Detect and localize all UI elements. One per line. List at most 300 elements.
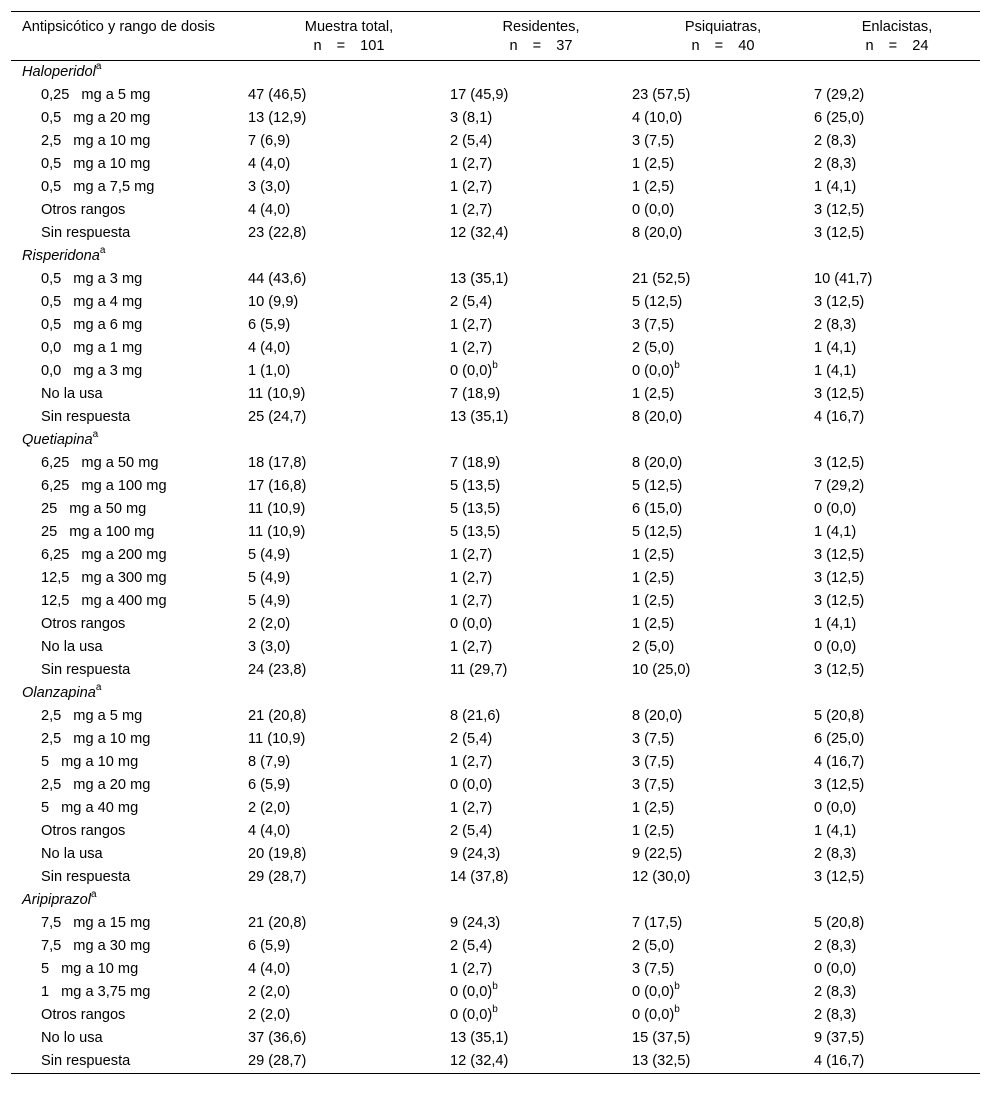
dose-low: 0,0 [41,340,62,356]
dose-range [41,294,142,310]
table-cell [814,843,980,866]
table-cell [814,1027,980,1050]
dose-range [41,501,146,517]
cell-value: 10 (25,0) [632,662,691,678]
table-cell [632,222,814,245]
row-label [11,521,248,544]
cell-value: 5 (13,5) [450,478,501,494]
table-row [11,866,980,889]
cell-value: 10 (41,7) [814,271,873,287]
header-psychiatrists [632,12,814,61]
cell-value: 1 (2,5) [632,800,675,816]
cell-value: 12 (30,0) [632,869,691,885]
cell-value: 3 (3,0) [248,179,291,195]
table-cell [450,636,632,659]
table-cell [632,613,814,636]
table-cell [632,383,814,406]
cell-value: 6 (5,9) [248,317,291,333]
group-row [11,61,980,85]
cell-value: 3 (7,5) [632,754,675,770]
table-row [11,130,980,153]
cell-value: 18 (17,8) [248,455,307,471]
table-cell [450,912,632,935]
header-n: 24 [912,38,929,54]
cell-value: 1 (2,5) [632,616,675,632]
row-label [11,774,248,797]
cell-value: 11 (10,9) [248,386,306,402]
table-cell [814,498,980,521]
table-cell [248,1027,450,1050]
group-footnote: a [92,429,99,441]
table-row [11,107,980,130]
dose-range [41,133,150,149]
row-label [11,544,248,567]
group-footnote: a [95,682,102,694]
row-label [11,406,248,429]
row-label-text: Otros rangos [41,202,126,218]
dose-high: mg a 100 mg [69,524,155,540]
table-cell [248,199,450,222]
row-label [11,107,248,130]
table-row [11,521,980,544]
table-row [11,912,980,935]
cell-value: 37 (36,6) [248,1030,307,1046]
row-label-text: Otros rangos [41,823,126,839]
cell-value: 1 (2,5) [632,179,675,195]
dose-high: mg a 200 mg [81,547,167,563]
dose-high: mg a 100 mg [81,478,167,494]
row-label-text: Sin respuesta [41,409,131,425]
table-cell [632,314,814,337]
dose-high: mg a 10 mg [73,731,151,747]
table-cell [450,521,632,544]
header-eq: = [888,38,898,54]
table-cell [814,613,980,636]
row-label [11,199,248,222]
dose-low: 6,25 [41,547,70,563]
cell-value: 23 (22,8) [248,225,307,241]
table-cell [814,222,980,245]
table-row [11,935,980,958]
table-row [11,544,980,567]
table-row [11,705,980,728]
table-cell [450,176,632,199]
cell-value: 3 (12,5) [814,869,865,885]
table-cell [248,636,450,659]
table-cell [632,1027,814,1050]
table-cell [632,981,814,1004]
cell-value: 3 (7,5) [632,133,675,149]
dose-range [41,317,142,333]
table-cell [450,728,632,751]
table-cell [632,820,814,843]
cell-value: 1 (2,7) [450,547,493,563]
table-cell [450,452,632,475]
cell-value: 0 (0,0) [814,961,857,977]
cell-value: 3 (12,5) [814,593,865,609]
table-cell [632,406,814,429]
cell-footnote: b [674,1004,680,1016]
dose-range [41,731,150,747]
row-label [11,590,248,613]
table-cell [632,84,814,107]
table-cell [450,383,632,406]
row-label [11,843,248,866]
table-cell [450,475,632,498]
cell-value: 5 (12,5) [632,478,683,494]
table-cell [632,475,814,498]
dose-range [41,754,138,770]
cell-value: 3 (12,5) [814,225,865,241]
dose-high: mg a 10 mg [61,961,139,977]
row-label-text: No la usa [41,639,103,655]
table-cell [814,291,980,314]
dose-low: 25 [41,501,58,517]
cell-value: 3 (12,5) [814,455,865,471]
row-label [11,866,248,889]
cell-value: 2 (5,0) [632,938,675,954]
table-cell [814,314,980,337]
table-cell [248,360,450,383]
cell-value: 17 (16,8) [248,478,307,494]
dose-high: mg a 30 mg [73,938,151,954]
cell-value: 47 (46,5) [248,87,307,103]
dose-low: 0,5 [41,271,62,287]
group-row [11,429,980,452]
table-cell [450,659,632,682]
row-label [11,475,248,498]
row-label [11,728,248,751]
table-cell [632,291,814,314]
table-cell [248,797,450,820]
cell-value: 12 (32,4) [450,1053,509,1069]
table-cell [814,567,980,590]
cell-value: 2 (8,3) [814,133,857,149]
cell-value: 1 (4,1) [814,340,857,356]
cell-value: 1 (2,7) [450,570,493,586]
table-cell [632,360,814,383]
row-label [11,705,248,728]
header-antipsychotic: Antipsicótico y rango de dosis [22,19,216,35]
row-label [11,452,248,475]
dose-range [41,363,142,379]
table-cell [248,107,450,130]
table-cell [248,958,450,981]
row-label [11,935,248,958]
cell-value: 29 (28,7) [248,869,307,885]
table-cell [248,866,450,889]
table-cell [814,1004,980,1027]
table-header [11,12,980,61]
header-n-label: n [691,38,700,54]
row-label [11,383,248,406]
cell-value: 3 (7,5) [632,317,675,333]
cell-value: 5 (20,8) [814,915,865,931]
row-label [11,636,248,659]
table-cell [632,498,814,521]
table-row [11,222,980,245]
table-cell [248,498,450,521]
cell-value: 4 (4,0) [248,202,291,218]
cell-footnote: b [674,981,680,993]
cell-value: 6 (5,9) [248,777,291,793]
table-cell [450,314,632,337]
table-cell [248,452,450,475]
cell-value: 0 (0,0) [450,363,493,379]
table-cell [632,452,814,475]
cell-value: 2 (8,3) [814,938,857,954]
cell-value: 5 (13,5) [450,524,501,540]
row-label [11,797,248,820]
table-cell [814,590,980,613]
cell-value: 9 (37,5) [814,1030,865,1046]
table-cell [450,107,632,130]
header-n-label: n [313,38,322,54]
cell-value: 13 (35,1) [450,1030,509,1046]
table-row [11,498,980,521]
table-row [11,176,980,199]
table-cell [814,406,980,429]
table-row [11,199,980,222]
cell-value: 2 (5,4) [450,938,493,954]
cell-value: 5 (13,5) [450,501,501,517]
cell-value: 4 (4,0) [248,156,291,172]
cell-value: 0 (0,0) [632,202,675,218]
header-eq: = [532,38,542,54]
table-cell [632,153,814,176]
table-row [11,84,980,107]
table-cell [450,1050,632,1074]
cell-value: 6 (25,0) [814,731,865,747]
table-cell [248,130,450,153]
cell-footnote: b [492,360,498,372]
table-cell [814,981,980,1004]
cell-value: 9 (24,3) [450,915,501,931]
cell-value: 0 (0,0) [450,984,493,1000]
cell-value: 4 (4,0) [248,823,291,839]
row-label [11,958,248,981]
table-cell [248,406,450,429]
table-cell [450,751,632,774]
cell-value: 2 (8,3) [814,1007,857,1023]
dose-range [41,524,154,540]
dose-low: 5 [41,800,50,816]
table-cell [450,199,632,222]
table-cell [814,337,980,360]
table-cell [632,544,814,567]
table-cell [450,820,632,843]
group-name: Aripiprazol [22,892,91,908]
table-cell [450,291,632,314]
header-n-label: n [509,38,518,54]
cell-value: 1 (2,5) [632,386,675,402]
table-cell [450,84,632,107]
table-cell [632,176,814,199]
table-cell [632,268,814,291]
cell-value: 9 (24,3) [450,846,501,862]
cell-value: 1 (2,7) [450,800,493,816]
cell-value: 6 (25,0) [814,110,865,126]
cell-value: 2 (2,0) [248,1007,291,1023]
row-label-text: No la usa [41,386,103,402]
dose-low: 0,5 [41,317,62,333]
cell-value: 1 (2,5) [632,547,675,563]
table-row [11,291,980,314]
cell-value: 4 (4,0) [248,340,291,356]
dose-low: 6,25 [41,455,70,471]
row-label [11,659,248,682]
group-footnote: a [95,61,102,73]
dose-low: 7,5 [41,915,62,931]
dose-range [41,156,150,172]
cell-value: 8 (20,0) [632,708,683,724]
cell-value: 6 (15,0) [632,501,683,517]
dose-low: 2,5 [41,133,62,149]
cell-value: 4 (10,0) [632,110,683,126]
dose-range [41,340,142,356]
table-row [11,475,980,498]
table-cell [248,268,450,291]
table-row [11,636,980,659]
cell-value: 14 (37,8) [450,869,509,885]
header-n-label: n [865,38,874,54]
dose-high: mg a 20 mg [73,777,151,793]
dose-high: mg a 15 mg [73,915,151,931]
cell-value: 2 (5,4) [450,133,493,149]
dose-low: 2,5 [41,708,62,724]
cell-value: 6 (5,9) [248,938,291,954]
table-cell [450,866,632,889]
table-row [11,1004,980,1027]
group-title [11,245,980,268]
dose-high: mg a 50 mg [81,455,159,471]
cell-value: 1 (2,5) [632,570,675,586]
table-cell [450,705,632,728]
table-cell [248,728,450,751]
row-label [11,1004,248,1027]
dose-range [41,984,150,1000]
cell-value: 3 (7,5) [632,961,675,977]
row-label [11,314,248,337]
table-cell [632,1004,814,1027]
table-cell [632,866,814,889]
table-row [11,360,980,383]
table-cell [450,797,632,820]
cell-value: 13 (35,1) [450,271,509,287]
table-row [11,751,980,774]
table-cell [248,820,450,843]
cell-value: 2 (5,4) [450,731,493,747]
table-cell [632,1050,814,1074]
table-cell [248,84,450,107]
dose-high: mg a 3 mg [73,271,143,287]
cell-value: 1 (1,0) [248,363,291,379]
table-cell [814,84,980,107]
row-label [11,613,248,636]
cell-value: 1 (4,1) [814,179,857,195]
group-name: Quetiapina [22,432,93,448]
cell-value: 3 (8,1) [450,110,493,126]
dose-range [41,179,154,195]
dose-low: 2,5 [41,731,62,747]
cell-value: 3 (12,5) [814,202,865,218]
dose-low: 5 [41,961,50,977]
cell-value: 8 (7,9) [248,754,291,770]
row-label-text: Sin respuesta [41,869,131,885]
dose-range [41,961,138,977]
table-cell [450,153,632,176]
table-cell [814,935,980,958]
cell-value: 3 (12,5) [814,547,865,563]
table-cell [248,222,450,245]
row-label-text: Sin respuesta [41,662,131,678]
table-cell [450,843,632,866]
table-cell [450,360,632,383]
dose-range [41,938,150,954]
row-label [11,912,248,935]
cell-value: 1 (2,7) [450,317,493,333]
table-cell [248,475,450,498]
group-title [11,682,980,705]
dose-low: 0,5 [41,110,62,126]
row-label [11,1050,248,1074]
cell-value: 1 (2,7) [450,179,493,195]
group-row [11,682,980,705]
cell-value: 1 (2,7) [450,754,493,770]
cell-value: 5 (4,9) [248,547,291,563]
cell-value: 1 (4,1) [814,363,857,379]
table-cell [632,107,814,130]
table-cell [248,981,450,1004]
group-name: Haloperidol [22,64,96,80]
table-cell [814,521,980,544]
table-cell [632,521,814,544]
table-row [11,383,980,406]
table-cell [450,498,632,521]
table-cell [814,383,980,406]
row-label [11,84,248,107]
dose-low: 12,5 [41,593,70,609]
cell-value: 44 (43,6) [248,271,307,287]
dose-high: mg a 50 mg [69,501,147,517]
row-label [11,1027,248,1050]
cell-value: 2 (8,3) [814,317,857,333]
dose-range [41,455,158,471]
table-row [11,314,980,337]
table-cell [632,659,814,682]
dose-high: mg a 20 mg [73,110,151,126]
table-cell [450,130,632,153]
table-cell [248,337,450,360]
dose-range [41,708,142,724]
header-label: Residentes, [502,19,580,35]
cell-value: 3 (7,5) [632,731,675,747]
table-cell [450,268,632,291]
cell-value: 23 (57,5) [632,87,691,103]
dose-high: mg a 6 mg [73,317,143,333]
dose-range [41,915,150,931]
table-cell [450,958,632,981]
dose-table [11,11,980,1074]
table-cell [632,590,814,613]
cell-value: 5 (4,9) [248,593,291,609]
table-row [11,590,980,613]
table-cell [450,406,632,429]
table-row [11,337,980,360]
dose-low: 25 [41,524,58,540]
cell-value: 5 (12,5) [632,294,683,310]
dose-high: mg a 4 mg [73,294,143,310]
